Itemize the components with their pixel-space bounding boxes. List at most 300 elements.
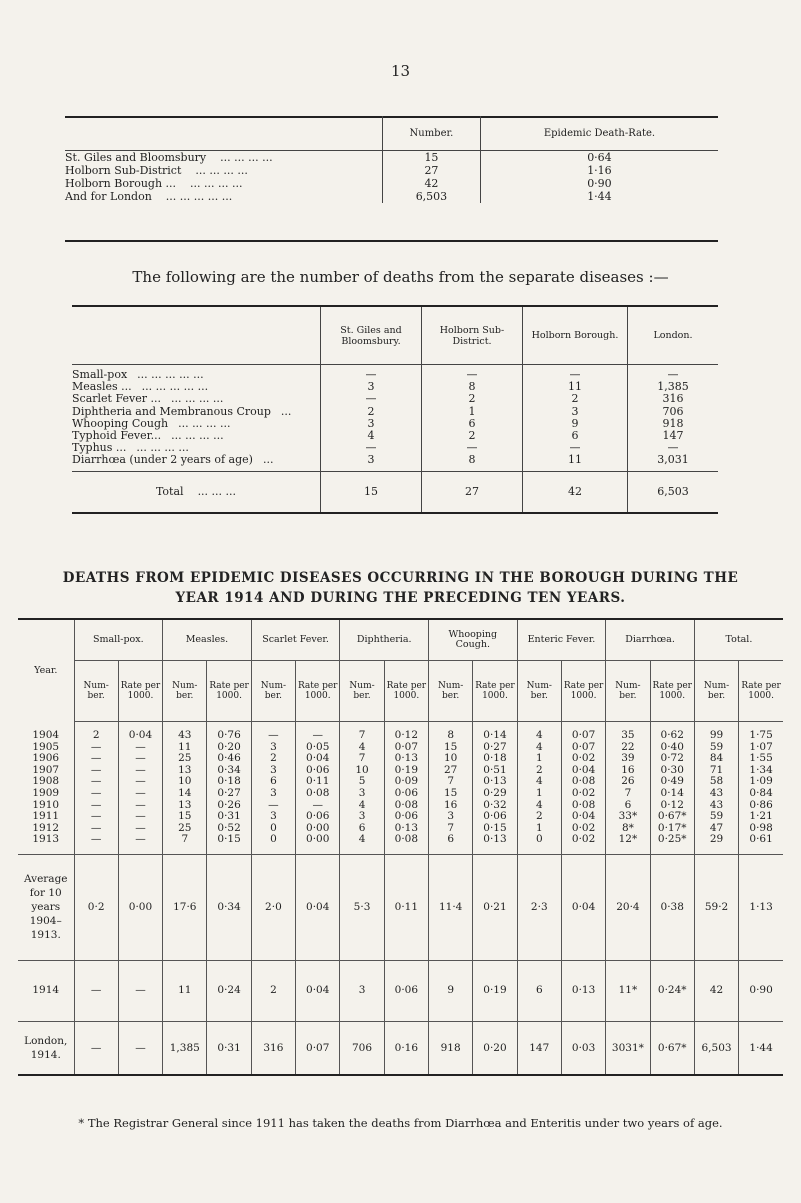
table3-value-cell: 0·00 — [296, 823, 340, 835]
table3-value-cell: 3 — [340, 788, 384, 800]
table3-value-cell: 0·04 — [118, 730, 162, 742]
sub-header-number: Num- ber. — [694, 661, 738, 722]
row-label-dots: ... ... ... ... — [220, 151, 273, 164]
table1-row — [65, 164, 718, 177]
table3-value-cell: 1·21 — [739, 811, 783, 823]
sub-header-rate: Rate per 1000. — [473, 661, 517, 722]
table3-value-cell: 0·02 — [561, 788, 605, 800]
london-value-cell: 147 — [517, 1021, 561, 1074]
disease-name: Diphtheria and Membranous Croup — [72, 404, 271, 418]
row-label-dots: ... ... ... ... — [190, 177, 243, 190]
pad-cell — [251, 846, 295, 855]
sub-header-rate: Rate per 1000. — [207, 661, 251, 722]
table3-value-cell: 0·27 — [473, 742, 517, 754]
table3-value-cell: 0·84 — [739, 788, 783, 800]
table2-row-label — [72, 454, 321, 466]
table3-value-cell: 1·07 — [739, 742, 783, 754]
table2-value-cell: — — [321, 442, 422, 454]
table3-value-cell: 10 — [340, 765, 384, 777]
year-1914-value-cell: 0·13 — [561, 960, 605, 1021]
pad-cell — [384, 846, 428, 855]
pad-cell — [473, 846, 517, 855]
table3-value-cell: — — [74, 776, 118, 788]
table1-number-cell: 27 — [383, 164, 481, 177]
table3-value-cell: 0·08 — [384, 800, 428, 812]
group-header: Scarlet Fever. — [251, 620, 340, 661]
disease-name: Typhoid Fever... — [72, 429, 162, 443]
table2-value-cell: — — [523, 369, 628, 381]
sub-header-rate: Rate per 1000. — [650, 661, 694, 722]
year-cell: 1905 — [32, 740, 60, 753]
sub-header-number: Num- ber. — [517, 661, 561, 722]
average-value-cell: 0·2 — [74, 854, 118, 960]
ten-year-epidemic-table — [18, 620, 783, 1074]
table2-total-cell: 27 — [422, 471, 523, 512]
table3-value-cell: 8 — [429, 730, 473, 742]
year-cell: 1908 — [32, 775, 60, 788]
heading-line-1: DEATHS FROM EPIDEMIC DISEASES OCCURRING IN THE BOROUGH DURING THE — [62, 570, 739, 586]
average-value-cell: 11·4 — [429, 854, 473, 960]
table3-value-cell: 0·12 — [384, 730, 428, 742]
table3-value-cell: 0·11 — [296, 776, 340, 788]
year-1914-value-cell: 11* — [606, 960, 650, 1021]
average-label-line: Average — [23, 873, 68, 886]
row-label-text: Holborn Sub-District — [65, 164, 182, 177]
table3-value-cell: 7 — [163, 834, 207, 846]
table1-rate-cell: 0·64 — [480, 151, 718, 165]
table2-value-cell: 2 — [321, 406, 422, 418]
year-1914-value-cell: 0·19 — [473, 960, 517, 1021]
table3-value-cell: 0·07 — [561, 730, 605, 742]
table3-value-cell: 0·98 — [739, 823, 783, 835]
average-row — [18, 854, 783, 960]
table3-value-cell: — — [74, 811, 118, 823]
average-value-cell: 5·3 — [340, 854, 384, 960]
table3-value-cell: 29 — [694, 834, 738, 846]
average-value-cell: 0·04 — [561, 854, 605, 960]
pad-cell — [296, 846, 340, 855]
table3-value-cell: 0·18 — [473, 753, 517, 765]
table3-value-cell: 99 — [694, 730, 738, 742]
year-cell: 1904 — [32, 729, 60, 741]
table3-value-cell: 0·30 — [650, 765, 694, 777]
table3-year-row — [18, 730, 783, 742]
year-1914-value-cell: 9 — [429, 960, 473, 1021]
table3-value-cell: 0·12 — [650, 800, 694, 812]
row-label-dots: ... ... ... ... — [195, 164, 248, 177]
table3-value-cell: 0·86 — [739, 800, 783, 812]
table3-value-cell: 0·06 — [296, 765, 340, 777]
london-label-line: London, — [24, 1034, 68, 1047]
disease-dots: ... ... ... ... — [136, 441, 189, 455]
table2-value-cell: — — [422, 369, 523, 381]
table1-row — [65, 190, 718, 203]
pad-cell — [340, 846, 384, 855]
table3-pad-row — [18, 846, 783, 855]
table2-value-cell: 9 — [523, 418, 628, 430]
table3-value-cell: — — [118, 823, 162, 835]
table1-row-label — [65, 164, 383, 177]
average-label-line: years — [31, 901, 61, 914]
table3-value-cell: 0 — [251, 823, 295, 835]
table2-value-cell: 3 — [321, 418, 422, 430]
table3-value-cell: 0·02 — [561, 834, 605, 846]
table3-value-cell: 1 — [517, 788, 561, 800]
sub-header-number: Num- ber. — [429, 661, 473, 722]
table3-value-cell: 3 — [429, 811, 473, 823]
table3-value-cell: 0 — [517, 834, 561, 846]
disease-name: Diarrhœa (under 2 years of age) — [72, 453, 253, 467]
table3-value-cell: 0·08 — [561, 800, 605, 812]
table2-total-cell: 15 — [321, 471, 422, 512]
london-value-cell: 0·03 — [561, 1021, 605, 1074]
disease-dots: ... — [262, 453, 274, 467]
sub-header-rate: Rate per 1000. — [561, 661, 605, 722]
table3-value-cell: 0·29 — [473, 788, 517, 800]
average-value-cell: 59·2 — [694, 854, 738, 960]
table3-value-cell: 58 — [694, 776, 738, 788]
group-header: Diphtheria. — [340, 620, 429, 661]
table2-row — [72, 454, 718, 466]
table2-value-cell: 3,031 — [628, 454, 719, 466]
table2-value-cell: 1 — [422, 406, 523, 418]
year-1914-value-cell: 6 — [517, 960, 561, 1021]
disease-dots: ... ... ... ... — [178, 416, 231, 430]
year-1914-value-cell: — — [74, 960, 118, 1021]
table3-value-cell: 7 — [340, 730, 384, 742]
table3-value-cell: — — [251, 800, 295, 812]
group-header: Small-pox. — [74, 620, 163, 661]
london-value-cell: — — [74, 1021, 118, 1074]
table3-value-cell: 0·08 — [384, 834, 428, 846]
year-cell: 1912 — [32, 821, 60, 834]
london-value-cell: 316 — [251, 1021, 295, 1074]
table3-value-cell: 0·02 — [561, 753, 605, 765]
table3-value-cell: 0·08 — [296, 788, 340, 800]
table3-value-cell: 0·15 — [473, 823, 517, 835]
table3-value-cell: 0·25* — [650, 834, 694, 846]
table2-total-cell: 42 — [523, 471, 628, 512]
table3-value-cell: — — [74, 800, 118, 812]
table1-row-label — [65, 190, 383, 203]
pad-cell — [118, 846, 162, 855]
disease-dots: ... ... ... ... ... — [137, 368, 204, 382]
london-value-cell: 1·44 — [739, 1021, 783, 1074]
table3-value-cell: 4 — [517, 742, 561, 754]
table3-value-cell: 15 — [429, 788, 473, 800]
table1-rate-cell: 0·90 — [480, 177, 718, 190]
sub-header-rate: Rate per 1000. — [739, 661, 783, 722]
table3-value-cell: 4 — [517, 730, 561, 742]
table3-value-cell: 1 — [517, 823, 561, 835]
london-value-cell: 1,385 — [163, 1021, 207, 1074]
year-1914-value-cell: 42 — [694, 960, 738, 1021]
pad-cell — [163, 846, 207, 855]
table3-value-cell: 0·49 — [650, 776, 694, 788]
london-value-cell: 0·31 — [207, 1021, 251, 1074]
table3-value-cell: 0·08 — [561, 776, 605, 788]
table3-value-cell: 3 — [251, 765, 295, 777]
table3-value-cell: 6 — [340, 823, 384, 835]
table3-value-cell: 10 — [429, 753, 473, 765]
london-value-cell: 706 — [340, 1021, 384, 1074]
table1-rate-header: Epidemic Death-Rate. — [480, 116, 718, 151]
table3-value-cell: 4 — [517, 776, 561, 788]
table3-value-cell: 7 — [340, 753, 384, 765]
table3-value-cell: — — [74, 834, 118, 846]
table3-value-cell: 59 — [694, 742, 738, 754]
sub-header-number: Num- ber. — [74, 661, 118, 722]
table3-value-cell: 12* — [606, 834, 650, 846]
table3-value-cell: 0·32 — [473, 800, 517, 812]
table3-value-cell: 13 — [163, 765, 207, 777]
table3-value-cell: 84 — [694, 753, 738, 765]
table3-value-cell: 0·09 — [384, 776, 428, 788]
total-label — [72, 471, 321, 512]
table3-value-cell: — — [74, 753, 118, 765]
table2-value-cell: 8 — [422, 454, 523, 466]
table2-value-cell: 1,385 — [628, 381, 719, 393]
year-1914-value-cell: 11 — [163, 960, 207, 1021]
table3-value-cell: 1 — [517, 753, 561, 765]
sub-header-number: Num- ber. — [251, 661, 295, 722]
table2-value-cell: 4 — [321, 430, 422, 442]
table1-bottom-rule — [65, 240, 718, 242]
year-cell: 1911 — [32, 810, 60, 823]
table2-header-holborn-borough: Holborn Borough. — [523, 307, 628, 365]
london-value-cell: 0·20 — [473, 1021, 517, 1074]
pad-cell — [74, 846, 118, 855]
table3-value-cell: 3 — [251, 742, 295, 754]
pad-cell — [429, 846, 473, 855]
table3-value-cell: 6 — [429, 834, 473, 846]
table2-value-cell: 3 — [321, 381, 422, 393]
table3-value-cell: 14 — [163, 788, 207, 800]
disease-name: Whooping Cough — [72, 416, 169, 430]
table2-value-cell: 2 — [422, 393, 523, 405]
table3-value-cell: 39 — [606, 753, 650, 765]
deaths-by-disease-table — [72, 307, 718, 512]
table3-value-cell: — — [118, 788, 162, 800]
table2-value-cell: — — [628, 369, 719, 381]
table3-value-cell: 0·17* — [650, 823, 694, 835]
average-value-cell: 20·4 — [606, 854, 650, 960]
heading-line-2: YEAR 1914 AND DURING THE PRECEDING TEN YEARS. — [175, 590, 626, 606]
table3-value-cell: 5 — [340, 776, 384, 788]
deaths-by-disease-table-wrap — [72, 305, 718, 514]
table3-value-cell: 0·62 — [650, 730, 694, 742]
table3-value-cell: 26 — [606, 776, 650, 788]
table2-value-cell: 2 — [523, 393, 628, 405]
london-value-cell: 0·07 — [296, 1021, 340, 1074]
row-label-text: Holborn Borough ... — [65, 177, 177, 190]
table3-value-cell: 4 — [517, 800, 561, 812]
table3-value-cell: 43 — [694, 788, 738, 800]
pad-cell — [739, 846, 783, 855]
pad-cell — [694, 846, 738, 855]
table3-value-cell: 25 — [163, 753, 207, 765]
table3-value-cell: 0·15 — [207, 834, 251, 846]
sub-header-number: Num- ber. — [606, 661, 650, 722]
table3-value-cell: 0·51 — [473, 765, 517, 777]
year-1914-value-cell: 0·04 — [296, 960, 340, 1021]
table1-number-header: Number. — [383, 116, 481, 151]
disease-dots: ... ... ... ... ... — [141, 380, 209, 394]
year-1914-value-cell: 0·06 — [384, 960, 428, 1021]
total-dots: ... ... ... — [197, 484, 237, 498]
table2-value-cell: — — [321, 369, 422, 381]
table2-value-cell: 147 — [628, 430, 719, 442]
disease-dots: ... ... ... ... — [171, 429, 224, 443]
year-1914-row — [18, 960, 783, 1021]
average-value-cell: 0·11 — [384, 854, 428, 960]
table2-value-cell: 2 — [422, 430, 523, 442]
year-1914-value-cell: 0·24 — [207, 960, 251, 1021]
pad-cell — [650, 846, 694, 855]
year-1914-value-cell: 2 — [251, 960, 295, 1021]
table2-value-cell: 11 — [523, 381, 628, 393]
table2-total-row — [72, 471, 718, 512]
table3-value-cell: 59 — [694, 811, 738, 823]
table3-value-cell: 1·34 — [739, 765, 783, 777]
average-value-cell: 2·3 — [517, 854, 561, 960]
table3-value-cell: 3 — [340, 811, 384, 823]
table2-value-cell: — — [628, 442, 719, 454]
table2-value-cell: — — [321, 393, 422, 405]
sub-header-number: Num- ber. — [163, 661, 207, 722]
table3-value-cell: 1·55 — [739, 753, 783, 765]
table3-value-cell: 2 — [251, 753, 295, 765]
table2-value-cell: 918 — [628, 418, 719, 430]
year-1914-cell: 1914 — [18, 960, 74, 1021]
table3-value-cell: 0·52 — [207, 823, 251, 835]
table2-header-london: London. — [628, 307, 719, 365]
table3-value-cell: 0·40 — [650, 742, 694, 754]
table3-value-cell: 13 — [163, 800, 207, 812]
table3-value-cell: 1·09 — [739, 776, 783, 788]
group-header: Diarrhœa. — [606, 620, 695, 661]
row-label-dots: ... ... ... ... ... — [165, 190, 233, 203]
table3-value-cell: — — [74, 788, 118, 800]
disease-name: Measles ... — [72, 380, 132, 394]
table1-number-cell: 42 — [383, 177, 481, 190]
table3-value-cell: 10 — [163, 776, 207, 788]
table3-value-cell: 0·06 — [384, 811, 428, 823]
table3-value-cell: 0·06 — [296, 811, 340, 823]
disease-dots: ... ... ... ... — [170, 392, 224, 406]
table3-value-cell: 43 — [694, 800, 738, 812]
epidemic-death-rate-table — [65, 116, 718, 203]
table3-value-cell: 0·72 — [650, 753, 694, 765]
table3-value-cell: 6 — [251, 776, 295, 788]
ten-year-table-wrap — [18, 618, 783, 1076]
table3-value-cell: 0·04 — [296, 753, 340, 765]
table2-value-cell: 8 — [422, 381, 523, 393]
table2-header-holborn-sub: Holborn Sub-District. — [422, 307, 523, 365]
pad-cell — [517, 846, 561, 855]
table3-value-cell: 0·19 — [384, 765, 428, 777]
group-header: Whooping Cough. — [429, 620, 518, 661]
table3-value-cell: 43 — [163, 730, 207, 742]
total-label-text: Total — [155, 484, 184, 498]
table3-value-cell: 33* — [606, 811, 650, 823]
table3-year-row — [18, 834, 783, 846]
intro-text: The following are the number of deaths from the separate diseases :— — [132, 268, 669, 286]
table3-value-cell: — — [74, 823, 118, 835]
average-value-cell: 2·0 — [251, 854, 295, 960]
table3-value-cell: 0·04 — [561, 811, 605, 823]
london-value-cell: — — [118, 1021, 162, 1074]
table1-number-cell: 6,503 — [383, 190, 481, 203]
table2-value-cell: — — [422, 442, 523, 454]
table3-value-cell: 15 — [429, 742, 473, 754]
sub-header-rate: Rate per 1000. — [118, 661, 162, 722]
london-value-cell: 3031* — [606, 1021, 650, 1074]
table3-value-cell: 0·27 — [207, 788, 251, 800]
table3-value-cell: 1·75 — [739, 730, 783, 742]
table2-header-st-giles: St. Giles and Bloomsbury. — [321, 307, 422, 365]
disease-name: Small-pox — [72, 368, 128, 382]
table3-value-cell: 0·18 — [207, 776, 251, 788]
london-1914-row — [18, 1021, 783, 1074]
table2-value-cell: 3 — [321, 454, 422, 466]
table3-value-cell: 0·13 — [473, 776, 517, 788]
table3-value-cell: 2 — [517, 811, 561, 823]
section-heading — [0, 568, 801, 608]
table3-value-cell: 47 — [694, 823, 738, 835]
table2-total-cell: 6,503 — [628, 471, 719, 512]
table1-row — [65, 151, 718, 165]
average-label-line: 1904– — [29, 915, 62, 928]
table3-value-cell: 7 — [429, 823, 473, 835]
year-header: Year. — [34, 664, 58, 676]
table3-value-cell: 0·07 — [384, 742, 428, 754]
year-cell: 1906 — [32, 752, 60, 765]
average-value-cell: 0·34 — [207, 854, 251, 960]
year-cell: 1913 — [32, 833, 60, 846]
table3-value-cell: 22 — [606, 742, 650, 754]
sub-header-number: Num- ber. — [340, 661, 384, 722]
average-year-cell — [18, 854, 74, 960]
table2-value-cell: 6 — [523, 430, 628, 442]
table1-number-cell: 15 — [383, 151, 481, 165]
london-label-line: 1914. — [30, 1048, 61, 1061]
year-cell: 1910 — [32, 798, 60, 811]
table3-value-cell: 0·05 — [296, 742, 340, 754]
table3-value-cell: 25 — [163, 823, 207, 835]
table3-value-cell: 27 — [429, 765, 473, 777]
table1-rate-cell: 1·16 — [480, 164, 718, 177]
table3-value-cell: — — [118, 742, 162, 754]
table3-value-cell: — — [74, 742, 118, 754]
table2-row — [72, 381, 718, 393]
table1-row — [65, 177, 718, 190]
table3-value-cell: 0·13 — [384, 823, 428, 835]
table3-value-cell: — — [118, 800, 162, 812]
table3-value-cell: 0·13 — [384, 753, 428, 765]
pad-cell — [606, 846, 650, 855]
average-value-cell: 0·38 — [650, 854, 694, 960]
table3-value-cell: 3 — [251, 811, 295, 823]
london-label-cell — [18, 1021, 74, 1074]
table3-value-cell: — — [118, 834, 162, 846]
average-value-cell: 0·04 — [296, 854, 340, 960]
table3-value-cell: 0·76 — [207, 730, 251, 742]
table3-year-row — [18, 811, 783, 823]
year-1914-value-cell: — — [118, 960, 162, 1021]
table2-blank-header — [72, 307, 321, 365]
table3-value-cell: 2 — [74, 730, 118, 742]
